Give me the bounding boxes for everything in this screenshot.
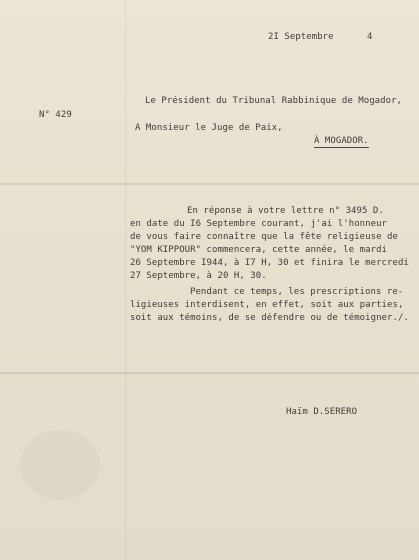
- body-line: de vous faire connaître que la fête religieuse de: [130, 232, 398, 242]
- sender-line: Le Président du Tribunal Rabbinique de Mogador,: [145, 96, 403, 106]
- signature: Haïm D.SERERO: [286, 407, 358, 417]
- body-line: ligieuses interdisent, en effet, soit aux parties,: [130, 300, 404, 310]
- body-line: 26 Septembre I944, à I7 H, 30 et finira le mercredi: [130, 258, 409, 268]
- body-line: en date du I6 Septembre courant, j'ai l'honneur: [130, 219, 388, 229]
- paper-fold: [0, 183, 419, 185]
- recipient-line: A Monsieur le Juge de Paix,: [135, 123, 283, 133]
- body-line: soit aux témoins, de se défendre ou de témoigner./.: [130, 313, 409, 323]
- paper-stain: [20, 430, 100, 500]
- paper-fold: [0, 372, 419, 374]
- body-line: 27 Septembre, à 20 H, 30.: [130, 271, 267, 281]
- body-line: Pendant ce temps, les prescriptions re-: [190, 287, 404, 297]
- letter-date: 2I Septembre: [268, 32, 334, 42]
- reference-number: N° 429: [39, 110, 72, 120]
- body-line: "YOM KIPPOUR" commencera, cette année, le mardi: [130, 245, 388, 255]
- body-line: En réponse à votre lettre n° 3495 D.: [187, 206, 384, 216]
- page-mark: 4: [367, 32, 373, 42]
- paper-crease: [125, 0, 126, 560]
- destination-line: À MOGADOR.: [314, 136, 369, 146]
